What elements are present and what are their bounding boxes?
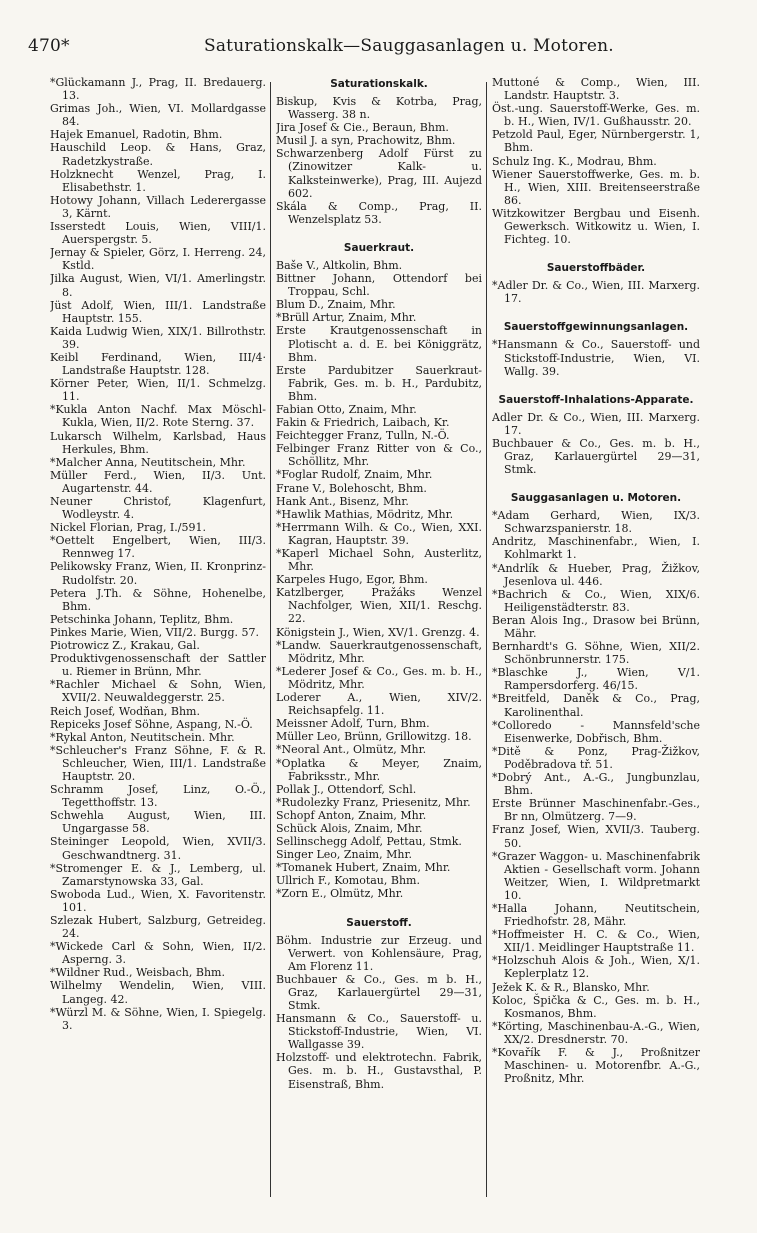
directory-entry: *Breitfeld, Daněk & Co., Prag, Karolinenthal.	[492, 692, 700, 719]
directory-entry: *Zorn E., Olmütz, Mhr.	[276, 887, 404, 901]
directory-entry: *Herrmann Wilh. & Co., Wien, XXI. Kagran, Hauptstr. 39.	[276, 520, 482, 547]
directory-entry: Felbinger Franz Ritter von & Co., Schöllitz, Mhr.	[276, 442, 482, 469]
directory-entry: Koloc, Špička & C., Ges. m. b. H., Kosmanos, Bhm.	[492, 993, 700, 1020]
directory-entry: *Wildner Rud., Weisbach, Bhm.	[50, 966, 225, 980]
directory-entry: Müller Ferd., Wien, II/3. Unt. Augartenstr. 44.	[50, 468, 266, 495]
directory-entry: Kaida Ludwig Wien, XIX/1. Billrothstr. 39.	[50, 324, 266, 351]
directory-entry: Meissner Adolf, Turn, Bhm.	[276, 717, 430, 731]
directory-entry: *Andrlík & Hueber, Prag, Žižkov, Jesenlova ul. 446.	[492, 561, 700, 588]
directory-entry: Muttoné & Comp., Wien, III. Landstr. Hauptstr. 3.	[492, 76, 700, 103]
directory-entry: Hank Ant., Bisenz, Mhr.	[276, 494, 409, 508]
directory-entry: Buchbauer & Co., Ges. m. b. H., Graz, Karlauergürtel 29—31, Stmk.	[492, 436, 700, 477]
directory-entry: *Brüll Artur, Znaim, Mhr.	[276, 311, 417, 325]
directory-entry: Adler Dr. & Co., Wien, III. Marxerg. 17.	[492, 410, 700, 437]
section-heading: Sauggasanlagen u. Motoren.	[510, 492, 682, 505]
section-heading: Sauerstoffgewinnungsanlagen.	[503, 321, 689, 334]
directory-entry: *Würzl M. & Söhne, Wien, I. Spiegelg. 3.	[50, 1005, 266, 1032]
directory-entry: Szlezak Hubert, Salzburg, Getreideg. 24.	[50, 914, 266, 941]
directory-entry: *Bachrich & Co., Wien, XIX/6. Heiligenstädterstr. 83.	[492, 587, 700, 614]
directory-entry: Petzold Paul, Eger, Nürnbergerstr. 1, Bhm.	[492, 128, 700, 155]
directory-entry: Hajek Emanuel, Radotin, Bhm.	[50, 128, 223, 142]
directory-entry: Petera J.Th. & Söhne, Hohenelbe, Bhm.	[50, 586, 266, 613]
directory-entry: Fakin & Friedrich, Laibach, Kr.	[276, 416, 450, 430]
directory-entry: *Neoral Ant., Olmütz, Mhr.	[276, 743, 427, 757]
directory-entry: *Oettelt Engelbert, Wien, III/3. Rennweg 17.	[50, 534, 266, 561]
directory-entry: *Malcher Anna, Neutitschein, Mhr.	[50, 455, 246, 469]
directory-entry: Keibl Ferdinand, Wien, III/4· Landstraße Hauptstr. 128.	[50, 350, 266, 378]
directory-entry: *Holzschuh Alois & Joh., Wien, X/1. Keplerplatz 12.	[492, 954, 700, 981]
directory-entry: Andritz, Maschinenfabr., Wien, I. Kohlmarkt 1.	[492, 535, 700, 562]
section-heading: Sauerstoffbäder.	[546, 262, 646, 275]
directory-entry: Erste Brünner Maschinenfabr.-Ges., Br nn, Olmützerg. 7—9.	[492, 797, 700, 824]
directory-column-3	[492, 76, 700, 1206]
directory-entry: Schück Alois, Znaim, Mhr.	[276, 821, 423, 835]
directory-entry: Feichtegger Franz, Tulln, N.-Ö.	[276, 429, 450, 443]
directory-entry: *Lederer Josef & Co., Ges. m. b. H., Mödritz, Mhr.	[276, 664, 482, 691]
directory-entry: *Hawlik Mathias, Mödritz, Mhr.	[276, 507, 454, 521]
directory-entry: Repiceks Josef Söhne, Aspang, N.-Ö.	[50, 717, 253, 731]
directory-entry: *Wickede Carl & Sohn, Wien, II/2. Asperng. 3.	[50, 940, 266, 967]
directory-entry: Wiener Sauerstoffwerke, Ges. m. b. H., Wien, XIII. Breitenseerstraße 86.	[492, 167, 700, 207]
directory-entry: *Stromenger E. & J., Lemberg, ul. Zamarstynowska 33, Gal.	[50, 861, 266, 888]
directory-entry: Steininger Leopold, Wien, XVII/3. Geschwandtnerg. 31.	[50, 835, 266, 862]
directory-entry: Körner Peter, Wien, II/1. Schmelzg. 11.	[50, 377, 266, 404]
directory-entry: *Oplatka & Meyer, Znaim, Fabriksstr., Mhr.	[276, 756, 482, 783]
directory-entry: *Körting, Maschinenbau-A.-G., Wien, XX/2. Dresdnerstr. 70.	[492, 1019, 700, 1046]
directory-entry: *Schleucher's Franz Söhne, F. & R. Schleucher, Wien, III/1. Landstraße Hauptstr. 20.	[50, 743, 266, 783]
directory-entry: *Ditě & Ponz, Prag-Žižkov, Poděbradova tř. 51.	[492, 744, 700, 771]
directory-entry: Katzlberger, Pražáks Wenzel Nachfolger, Wien, XII/1. Reschg. 22.	[276, 586, 482, 626]
directory-entry: Reich Josef, Wodňan, Bhm.	[50, 704, 200, 718]
directory-entry: Schwehla August, Wien, III. Ungargasse 58.	[50, 809, 266, 836]
directory-entry: *Adler Dr. & Co., Wien, III. Marxerg. 17.	[492, 279, 700, 306]
directory-entry: Jernay & Spieler, Görz, I. Herreng. 24, Kstld.	[50, 246, 266, 273]
section-heading: Sauerstoff-Inhalations-Apparate.	[498, 393, 694, 406]
directory-entry: Wilhelmy Wendelin, Wien, VIII. Langeg. 42.	[50, 979, 266, 1006]
directory-entry: *Tomanek Hubert, Znaim, Mhr.	[276, 861, 451, 875]
directory-entry: Grimas Joh., Wien, VI. Mollardgasse 84.	[50, 102, 266, 129]
directory-entry: Schwarzenberg Adolf Fürst zu (Zinowitzer Kalk- u. Kalksteinwerke), Prag, III. Aujezd 602.	[276, 147, 482, 200]
directory-entry: *Kukla Anton Nachf. Max Möschl-Kukla, Wien, II/2. Rote Sterng. 37.	[50, 403, 266, 430]
directory-entry: Hotowy Johann, Villach Lederergasse 3, Kärnt.	[50, 193, 266, 220]
directory-entry: *Hoffmeister H. C. & Co., Wien, XII/1. Meidlinger Hauptstraße 11.	[492, 928, 700, 955]
directory-entry: Blum D., Znaim, Mhr.	[276, 298, 396, 312]
column-divider-left	[270, 82, 271, 1197]
directory-entry: *Dobrý Ant., A.-G., Jungbunzlau, Bhm.	[492, 771, 700, 798]
directory-entry: Isserstedt Louis, Wien, VIII/1. Auerspergstr. 5.	[50, 220, 266, 247]
directory-entry: Bittner Johann, Ottendorf bei Troppau, Schl.	[276, 272, 482, 299]
page-number: 470*	[28, 36, 70, 56]
directory-entry: Musil J. a syn, Prachowitz, Bhm.	[276, 134, 456, 148]
directory-entry: Biskup, Kvis & Kotrba, Prag, Wasserg. 38 n.	[276, 95, 482, 122]
directory-entry: Hauschild Leop. & Hans, Graz, Radetzkystraße.	[50, 141, 266, 168]
directory-entry: Swoboda Lud., Wien, X. Favoritenstr. 101.	[50, 887, 266, 914]
directory-entry: Singer Leo, Znaim, Mhr.	[276, 848, 412, 862]
directory-entry: Petschinka Johann, Teplitz, Bhm.	[50, 612, 234, 626]
directory-entry: Jira Josef & Cie., Beraun, Bhm.	[276, 121, 449, 135]
directory-entry: Sellinschegg Adolf, Pettau, Stmk.	[276, 835, 462, 849]
directory-entry: Skála & Comp., Prag, II. Wenzelsplatz 53.	[276, 199, 482, 226]
directory-entry: Ullrich F., Komotau, Bhm.	[276, 874, 420, 888]
directory-entry: Erste Krautgenossenschaft in Plotischt a. d. E. bei Königgrätz, Bhm.	[276, 324, 482, 364]
directory-entry: Schopf Anton, Znaim, Mhr.	[276, 808, 427, 822]
directory-entry: *Rachler Michael & Sohn, Wien, XVII/2. Neuwaldeggerstr. 25.	[50, 678, 266, 705]
directory-entry: Baše V., Altkolin, Bhm.	[276, 258, 403, 272]
directory-entry: *Foglar Rudolf, Znaim, Mhr.	[276, 468, 433, 482]
directory-entry: Karpeles Hugo, Egor, Bhm.	[276, 573, 428, 587]
directory-entry: Neuner Christof, Klagenfurt, Wodleystr. 4.	[50, 495, 266, 522]
directory-entry: Beran Alois Ing., Drasow bei Brünn, Mähr.	[492, 613, 700, 640]
directory-entry: *Rudolezky Franz, Priesenitz, Mhr.	[276, 795, 471, 809]
directory-entry: Erste Pardubitzer Sauerkraut-Fabrik, Ges. m. b. H., Pardubitz, Bhm.	[276, 363, 482, 403]
directory-entry: *Kovařík F. & J., Proßnitzer Maschinen- u. Motorenfbr. A.-G., Proßnitz, Mhr.	[492, 1046, 700, 1086]
directory-entry: Buchbauer & Co., Ges. m b. H., Graz, Karlauergürtel 29—31, Stmk.	[276, 972, 482, 1012]
directory-entry: *Colloredo - Mannsfeld'sche Eisenwerke, Dobřisch, Bhm.	[492, 718, 700, 745]
directory-entry: Holzstoff- und elektrotechn. Fabrik, Ges. m. b. H., Gustavsthal, P. Eisenstraß, Bhm.	[276, 1051, 482, 1091]
directory-entry: *Hansmann & Co., Sauerstoff- und Stickstoff-Industrie, Wien, VI. Wallg. 39.	[492, 338, 700, 378]
directory-entry: Müller Leo, Brünn, Grillowitzg. 18.	[276, 730, 472, 744]
directory-entry: Pinkes Marie, Wien, VII/2. Burgg. 57.	[50, 625, 259, 639]
directory-entry: Bernhardt's G. Söhne, Wien, XII/2. Schönbrunnerstr. 175.	[492, 640, 700, 667]
directory-entry: Böhm. Industrie zur Erzeug. und Verwert. von Kohlensäure, Prag, Am Florenz 11.	[276, 933, 482, 973]
directory-entry: *Adam Gerhard, Wien, IX/3. Schwarzspanierstr. 18.	[492, 509, 700, 536]
directory-entry: Frane V., Bolehoscht, Bhm.	[276, 481, 427, 495]
section-heading: Sauerstoff.	[346, 916, 412, 929]
directory-entry: Produktivgenossenschaft der Sattler u. Riemer in Brünn, Mhr.	[50, 652, 266, 679]
section-heading: Sauerkraut.	[343, 241, 415, 254]
directory-entry: *Halla Johann, Neutitschein, Friedhofstr. 28, Mähr.	[492, 901, 700, 929]
directory-entry: Lukarsch Wilhelm, Karlsbad, Haus Herkules, Bhm.	[50, 429, 266, 456]
column-divider-right	[486, 82, 487, 1197]
directory-entry: *Glückamann J., Prag, II. Bredauerg. 13.	[50, 76, 266, 103]
directory-entry: Schramm Josef, Linz, O.-Ö., Tegetthoffstr. 13.	[50, 783, 266, 810]
directory-entry: Schulz Ing. K., Modrau, Bhm.	[492, 154, 657, 168]
directory-entry: *Blaschke J., Wien, V/1. Rampersdorferg. 46/15.	[492, 666, 700, 693]
directory-column-2	[276, 76, 482, 1206]
directory-entry: Königstein J., Wien, XV/1. Grenzg. 4.	[276, 625, 480, 639]
directory-entry: *Grazer Waggon- u. Maschinenfabrik Aktien - Gesellschaft vorm. Johann Weitzer, Wien, I. Wildpretmarkt 10.	[492, 849, 700, 902]
directory-entry: Holzknecht Wenzel, Prag, I. Elisabethstr. 1.	[50, 167, 266, 194]
directory-entry: Fabian Otto, Znaim, Mhr.	[276, 402, 417, 416]
directory-entry: Pollak J., Ottendorf, Schl.	[276, 782, 417, 796]
directory-entry: Jüst Adolf, Wien, III/1. Landstraße Hauptstr. 155.	[50, 298, 266, 325]
directory-entry: Jilka August, Wien, VI/1. Amerlingstr. 8.	[50, 272, 266, 299]
directory-entry: *Landw. Sauerkrautgenossenschaft, Mödritz, Mhr.	[276, 638, 482, 665]
directory-entry: Loderer A., Wien, XIV/2. Reichsapfelg. 11.	[276, 691, 482, 718]
directory-entry: Pelikowsky Franz, Wien, II. Kronprinz-Rudolfstr. 20.	[50, 560, 266, 587]
directory-entry: Franz Josef, Wien, XVII/3. Tauberg. 50.	[492, 823, 700, 850]
directory-column-1	[50, 76, 266, 1206]
directory-entry: Öst.-ung. Sauerstoff-Werke, Ges. m. b. H., Wien, IV/1. Gußhausstr. 20.	[492, 102, 700, 129]
directory-entry: Witzkowitzer Bergbau und Eisenh. Gewerksch. Witkowitz u. Wien, I. Fichteg. 10.	[492, 206, 700, 247]
running-title: Saturationskalk—Sauggasanlagen u. Motoren.	[204, 36, 614, 56]
section-heading: Saturationskalk.	[330, 78, 428, 90]
page-header	[28, 36, 728, 62]
directory-entry: Ježek K. & R., Blansko, Mhr.	[492, 980, 650, 994]
directory-entry: *Kaperl Michael Sohn, Austerlitz, Mhr.	[276, 547, 482, 574]
directory-entry: Piotrowicz Z., Krakau, Gal.	[50, 639, 200, 653]
directory-entry: Hansmann & Co., Sauerstoff- u. Stickstoff-Industrie, Wien, VI. Wallgasse 39.	[276, 1012, 482, 1052]
directory-entry: Nickel Florian, Prag, I./591.	[50, 521, 206, 535]
directory-entry: *Rykal Anton, Neutitschein. Mhr.	[50, 730, 235, 744]
